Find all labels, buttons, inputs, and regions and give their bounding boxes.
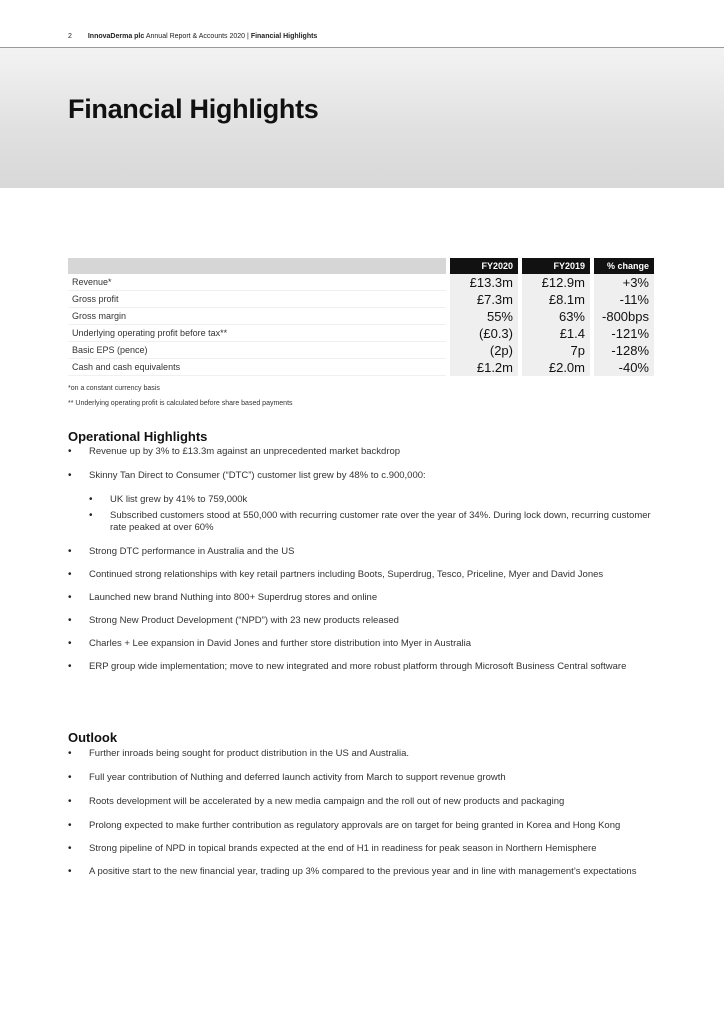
column-header-fy2019: FY2019 <box>522 258 590 274</box>
table-row <box>68 308 654 325</box>
list-item: • ERP group wide implementation; move to new integrated and more robust platform through Microsoft Business Central software <box>68 661 658 673</box>
table-row <box>68 342 654 359</box>
column-header-change: % change <box>594 258 654 274</box>
list-item: • Strong DTC performance in Australia and the US <box>68 546 658 558</box>
change-value: +3% <box>594 274 654 291</box>
row-label: Cash and cash equivalents <box>68 359 446 376</box>
fy2020-value: £1.2m <box>450 359 518 376</box>
running-header <box>68 33 317 40</box>
change-value: -121% <box>594 325 654 342</box>
page-number: 2 <box>68 33 72 40</box>
outlook-list <box>68 748 658 878</box>
header-separator: | <box>247 33 249 40</box>
table-header-row <box>68 258 654 274</box>
footnote-operating-profit: ** Underlying operating profit is calculated before share based payments <box>68 400 293 407</box>
list-item: • Continued strong relationships with key retail partners including Boots, Superdrug, Tesco, Priceline, Myer and David Jones <box>68 569 658 581</box>
table-header-blank <box>68 258 446 274</box>
operational-highlights-list <box>68 446 658 673</box>
list-item: • Prolong expected to make further contribution as regulatory approvals are on target for being granted in Korea and Hong Kong <box>68 820 658 832</box>
change-value: -800bps <box>594 308 654 325</box>
fy2019-value: £2.0m <box>522 359 590 376</box>
fy2020-value: £13.3m <box>450 274 518 291</box>
row-label: Revenue* <box>68 274 446 291</box>
company-name: InnovaDerma plc <box>87 33 145 40</box>
table-row <box>68 359 654 376</box>
list-item: • Full year contribution of Nuthing and deferred launch activity from March to support revenue growth <box>68 772 658 784</box>
table-row <box>68 325 654 342</box>
footnote-currency: *on a constant currency basis <box>68 385 160 392</box>
change-value: -40% <box>594 359 654 376</box>
fy2020-value: (2p) <box>450 342 518 359</box>
row-label: Gross profit <box>68 291 446 308</box>
table-row <box>68 274 654 291</box>
report-name: Annual Report & Accounts 2020 <box>145 33 246 40</box>
list-item: • Further inroads being sought for product distribution in the US and Australia. <box>68 748 658 760</box>
change-value: -128% <box>594 342 654 359</box>
fy2020-value: 55% <box>450 308 518 325</box>
list-item: • Strong New Product Development (“NPD”) with 23 new products released <box>68 615 658 627</box>
page-title: Financial Highlights <box>68 94 319 124</box>
list-item: • Strong pipeline of NPD in topical brands expected at the end of H1 in readiness for peak season in Northern Hemisphere <box>68 843 658 855</box>
row-label: Underlying operating profit before tax** <box>68 325 446 342</box>
table-row <box>68 291 654 308</box>
sub-list-item: • Subscribed customers stood at 550,000 with recurring customer rate over the year of 34%. During lock down, recurring customer rate peaked at over 60% <box>89 510 658 534</box>
list-item: • Roots development will be accelerated by a new media campaign and the roll out of new products and packaging <box>68 796 658 808</box>
list-item: • Skinny Tan Direct to Consumer (“DTC”) customer list grew by 48% to c.900,000: <box>68 470 658 482</box>
financial-highlights-table <box>68 258 654 376</box>
sub-list-item: • UK list grew by 41% to 759,000k <box>89 494 658 506</box>
row-label: Gross margin <box>68 308 446 325</box>
fy2020-value: (£0.3) <box>450 325 518 342</box>
fy2019-value: £8.1m <box>522 291 590 308</box>
change-value: -11% <box>594 291 654 308</box>
fy2019-value: 7p <box>522 342 590 359</box>
fy2019-value: 63% <box>522 308 590 325</box>
operational-highlights-heading: Operational Highlights <box>68 429 208 444</box>
list-item: • Launched new brand Nuthing into 800+ Superdrug stores and online <box>68 592 658 604</box>
list-item: • A positive start to the new financial year, trading up 3% compared to the previous year and in line with management’s expectations <box>68 866 658 878</box>
fy2019-value: £1.4 <box>522 325 590 342</box>
outlook-heading: Outlook <box>68 730 118 745</box>
row-label: Basic EPS (pence) <box>68 342 446 359</box>
fy2020-value: £7.3m <box>450 291 518 308</box>
column-header-fy2020: FY2020 <box>450 258 518 274</box>
fy2019-value: £12.9m <box>522 274 590 291</box>
list-item: • Charles + Lee expansion in David Jones and further store distribution into Myer in Australia <box>68 638 658 650</box>
list-item: • Revenue up by 3% to £13.3m against an unprecedented market backdrop <box>68 446 658 458</box>
section-name: Financial Highlights <box>250 33 318 40</box>
